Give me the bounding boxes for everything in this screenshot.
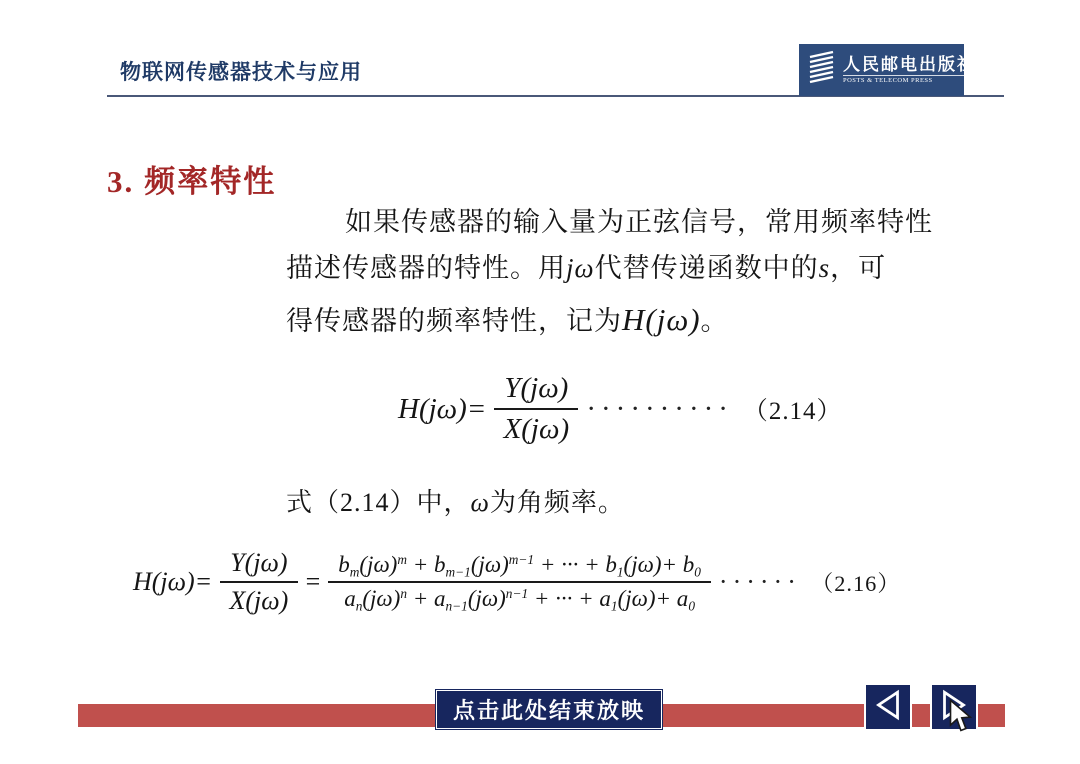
end-show-button[interactable]: 点击此处结束放映 (436, 690, 662, 729)
equation-2-14 (398, 372, 842, 446)
denominator: X(jω) (503, 413, 570, 445)
inline-math-hjw: H(jω) (622, 302, 701, 337)
publisher-name-cn: 人民邮电出版社 (843, 55, 976, 74)
equation-2-16-fraction-1 (220, 548, 297, 616)
triangle-right-icon (935, 686, 973, 729)
equation-2-16-fraction-2 (328, 552, 711, 612)
section-title: 频率特性 (144, 164, 277, 199)
equation-2-14-label: （2.14） (742, 398, 843, 425)
equation-2-16-label: （2.16） (810, 571, 901, 596)
paragraph-line-3: 得传感器的频率特性，记为H(jω)。 (286, 302, 729, 337)
equation-note: 式（2.14）中，ω为角频率。 (286, 488, 625, 517)
next-slide-button[interactable] (930, 683, 978, 731)
stacked-pages-icon (807, 48, 837, 93)
numerator: Y(jω) (494, 372, 578, 410)
paragraph-line-2: 描述传感器的特性。用jω代替传递函数中的s，可 (286, 253, 887, 283)
equals-sign: = (305, 567, 321, 596)
denominator: $a_n(j\omega)^n + a_{n-1}(j\omega)^{n-1}$ + ··· + $a_1(j\omega)+ a_0$ (344, 586, 695, 614)
inline-math-omega: ω (470, 488, 490, 517)
numerator: $b_m(j\omega)^m + b_{m-1}(j\omega)^{m-1}$ + ··· + $b_1(j\omega)+ b_0$ (328, 552, 711, 583)
inline-math-s: s (818, 253, 831, 283)
dot-leader: ······ (718, 567, 801, 596)
equation-2-14-fraction (494, 372, 578, 446)
section-number: 3. (107, 164, 135, 199)
numerator: Y(jω) (220, 548, 297, 583)
inline-math-jw: jω (566, 253, 595, 283)
denominator: X(jω) (229, 586, 289, 615)
course-title: 物联网传感器技术与应用 (120, 61, 362, 84)
paragraph-line-1: 如果传感器的输入量为正弦信号，常用频率特性 (345, 207, 933, 237)
equation-2-16 (133, 548, 901, 616)
triangle-left-icon (869, 686, 907, 729)
equation-2-14-lhs: H(jω)= (398, 392, 487, 425)
publisher-logo (799, 44, 976, 96)
prev-slide-button[interactable] (864, 683, 912, 731)
equation-2-16-lhs: H(jω)= (133, 567, 213, 596)
dot-leader: ·········· (586, 392, 733, 425)
publisher-name-en: POSTS & TELECOM PRESS (843, 75, 976, 85)
section-heading (107, 156, 276, 201)
